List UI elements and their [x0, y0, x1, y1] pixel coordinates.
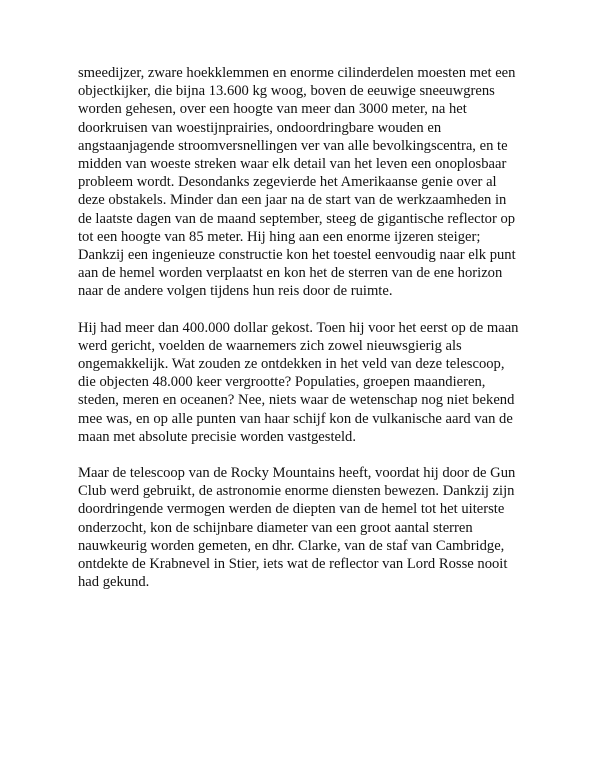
text-line: midden van woeste streken waar elk detail van het leven een onoplosbaar	[78, 156, 507, 173]
text-line: worden gehesen, over een hoogte van meer dan 3000 meter, na het	[78, 101, 467, 118]
text-line: tot een hoogte van 85 meter. Hij hing aan een enorme ijzeren steiger;	[78, 228, 481, 245]
text-line: angstaanjagende stroomversnellingen ver van alle bevolkingscentra, en te	[78, 137, 508, 154]
document-page	[78, 64, 540, 609]
text-line: Dankzij een ingenieuze constructie kon het toestel eenvoudig naar elk punt	[78, 247, 516, 264]
text-line: doorkruisen van woestijnprairies, ondoordringbare wouden en	[78, 119, 442, 136]
text-line: smeedijzer, zware hoekklemmen en enorme cilinderdelen moesten met een	[78, 65, 516, 81]
text-line: Club werd gebruikt, de astronomie enorme diensten bewezen. Dankzij zijn	[78, 483, 515, 500]
paragraph-3	[78, 464, 540, 591]
text-line: had gekund.	[78, 574, 150, 591]
paragraph-2	[78, 319, 540, 446]
text-line: nauwkeurig worden gemeten, en dhr. Clarke, van de staf van Cambridge,	[78, 537, 505, 554]
text-line: maan met absolute precisie worden vastgesteld.	[78, 428, 357, 445]
paragraph-1	[78, 64, 540, 301]
text-line: de laatste dagen van de maand september, steeg de gigantische reflector op	[78, 210, 516, 227]
text-line: doordringende vermogen werden de diepten van de hemel tot het uiterste	[78, 501, 505, 518]
text-line: naar de andere volgen tijdens hun reis door de ruimte.	[78, 283, 393, 300]
text-line: ongemakkelijk. Wat zouden ze ontdekken in het veld van deze telescoop,	[78, 356, 505, 373]
text-line: die objecten 48.000 keer vergrootte? Populaties, groepen maandieren,	[78, 374, 486, 391]
text-line: onderzocht, kon de schijnbare diameter van een groot aantal sterren	[78, 519, 473, 536]
text-line: Hij had meer dan 400.000 dollar gekost. Toen hij voor het eerst op de maan	[78, 319, 519, 336]
text-line: steden, meren en oceanen? Nee, niets waar de wetenschap nog niet bekend	[78, 392, 515, 409]
text-line: aan de hemel worden verplaatst en kon het de sterren van de ene horizon	[78, 265, 503, 282]
text-line: probleem wordt. Desondanks zegevierde het Amerikaanse genie over al	[78, 174, 497, 191]
text-line: werd gericht, voelden de waarnemers zich zowel nieuwsgierig als	[78, 337, 462, 354]
text-line: deze obstakels. Minder dan een jaar na de start van de werkzaamheden in	[78, 192, 507, 209]
text-line: Maar de telescoop van de Rocky Mountains heeft, voordat hij door de Gun	[78, 465, 516, 482]
text-line: objectkijker, die bijna 13.600 kg woog, boven de eeuwige sneeuwgrens	[78, 83, 495, 100]
text-line: mee was, en op alle punten van haar schijf kon de vulkanische aard van de	[78, 410, 513, 427]
text-line: ontdekte de Krabnevel in Stier, iets wat de reflector van Lord Rosse nooit	[78, 556, 508, 573]
